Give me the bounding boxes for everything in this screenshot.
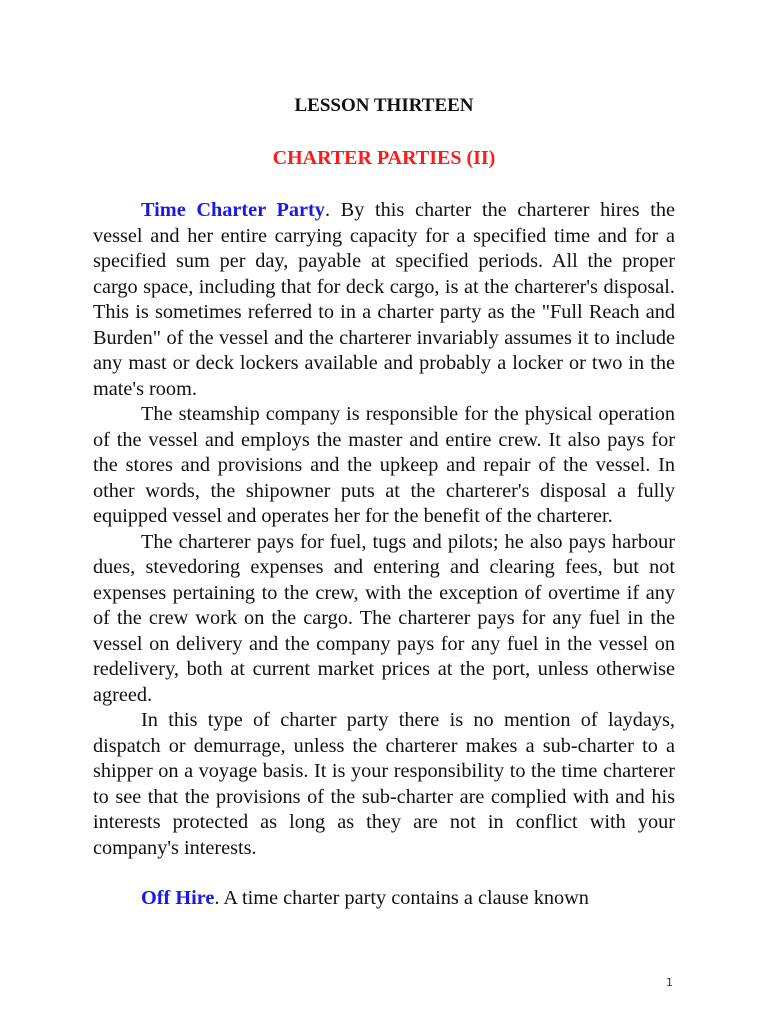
- paragraph-laydays: [93, 708, 675, 861]
- paragraph-text: The steamship company is responsible for the physical operation of the vessel and employs the master and entire crew. It also pays for the stores and provisions and the upkeep and repair of the vessel. In other words, the shipowner puts at the charterer's disposal a fully equipped vessel and operates her for the benefit of the charterer.: [93, 403, 675, 527]
- paragraph-text: . By this charter the charterer hires the vessel and her entire carrying capacity for a specified time and for a specified sum per day, payable at specified periods. All the proper cargo space, including that for deck cargo, is at the charterer's disposal. This is sometimes referred to in a charter party as the "Full Reach and Burden" of the vessel and the charterer invariably assumes it to include any mast or deck lockers available and probably a locker or two in the mate's room.: [93, 199, 675, 400]
- paragraph-steamship-company: [93, 402, 675, 530]
- paragraph-charterer-pays: [93, 530, 675, 709]
- paragraph-text: The charterer pays for fuel, tugs and pilots; he also pays harbour dues, stevedoring expenses and entering and clearing fees, but not expenses pertaining to the crew, with the exception of overtime if any of the crew work on the cargo. The charterer pays for any fuel in the vessel on delivery and the company pays for any fuel in the vessel on redelivery, both at current market prices at the port, unless otherwise agreed.: [93, 530, 675, 706]
- body-text: [93, 198, 675, 912]
- paragraph-text: In this type of charter party there is no mention of laydays, dispatch or demurrage, unless the charterer makes a sub-charter to a shipper on a voyage basis. It is your responsibility to the time charterer to see that the provisions of the sub-charter are complied with and his interests protected as long as they are not in conflict with your company's interests.: [93, 709, 675, 859]
- lesson-title: LESSON THIRTEEN: [294, 95, 474, 116]
- chapter-title: CHARTER PARTIES (II): [272, 147, 496, 169]
- paragraph-time-charter-party: [93, 198, 675, 402]
- page-number: 1: [666, 976, 673, 989]
- paragraph-off-hire: [93, 886, 675, 912]
- term-time-charter-party: Time Charter Party: [141, 199, 325, 221]
- term-off-hire: Off Hire: [141, 887, 215, 909]
- paragraph-text: . A time charter party contains a clause known: [214, 887, 589, 909]
